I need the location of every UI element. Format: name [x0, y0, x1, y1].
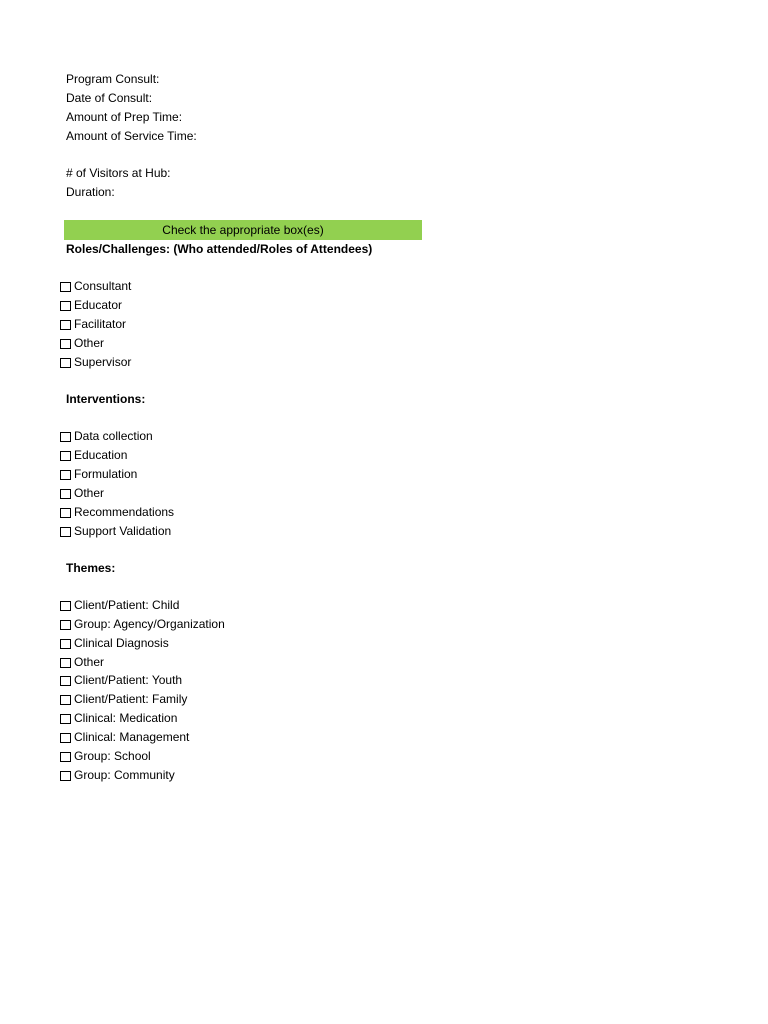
theme-client-child-label: Client/Patient: Child — [74, 598, 180, 612]
theme-client-family-label: Client/Patient: Family — [74, 692, 188, 706]
theme-other-row[interactable] — [60, 655, 104, 670]
theme-group-community-row[interactable] — [60, 768, 175, 783]
role-supervisor-row[interactable] — [60, 355, 131, 370]
theme-clinical-diagnosis-label: Clinical Diagnosis — [74, 636, 169, 650]
intervention-formulation-label: Formulation — [74, 467, 138, 481]
interventions-heading: Interventions: — [66, 392, 146, 406]
intervention-support-validation-checkbox[interactable] — [60, 527, 71, 537]
theme-clinical-medication-checkbox[interactable] — [60, 714, 71, 724]
theme-group-agency-checkbox[interactable] — [60, 620, 71, 630]
theme-clinical-diagnosis-row[interactable] — [60, 636, 169, 651]
program-consult-label: Program Consult: — [66, 72, 160, 86]
intervention-data-collection-label: Data collection — [74, 429, 153, 443]
role-consultant-label: Consultant — [74, 279, 132, 293]
intervention-formulation-row[interactable] — [60, 467, 137, 482]
theme-clinical-diagnosis-checkbox[interactable] — [60, 639, 71, 649]
role-educator-checkbox[interactable] — [60, 301, 71, 311]
theme-client-youth-row[interactable] — [60, 673, 182, 688]
role-facilitator-row[interactable] — [60, 317, 126, 332]
intervention-education-checkbox[interactable] — [60, 451, 71, 461]
intervention-recommendations-label: Recommendations — [74, 505, 175, 519]
theme-client-youth-label: Client/Patient: Youth — [74, 673, 183, 687]
theme-group-agency-row[interactable] — [60, 617, 225, 632]
role-other-label: Other — [74, 336, 105, 350]
intervention-support-validation-label: Support Validation — [74, 524, 172, 538]
theme-group-school-checkbox[interactable] — [60, 752, 71, 762]
intervention-formulation-checkbox[interactable] — [60, 470, 71, 480]
intervention-recommendations-checkbox[interactable] — [60, 508, 71, 518]
intervention-other-checkbox[interactable] — [60, 489, 71, 499]
intervention-data-collection-checkbox[interactable] — [60, 432, 71, 442]
theme-client-youth-checkbox[interactable] — [60, 676, 71, 686]
intervention-data-collection-row[interactable] — [60, 429, 153, 444]
theme-clinical-management-checkbox[interactable] — [60, 733, 71, 743]
prep-time-label: Amount of Prep Time: — [66, 110, 183, 124]
role-other-checkbox[interactable] — [60, 339, 71, 349]
role-facilitator-checkbox[interactable] — [60, 320, 71, 330]
role-other-row[interactable] — [60, 336, 104, 351]
theme-clinical-medication-label: Clinical: Medication — [74, 711, 178, 725]
intervention-recommendations-row[interactable] — [60, 505, 174, 520]
theme-clinical-management-label: Clinical: Management — [74, 730, 190, 744]
theme-client-child-row[interactable] — [60, 598, 179, 613]
themes-heading: Themes: — [66, 561, 116, 575]
role-educator-row[interactable] — [60, 298, 122, 313]
date-of-consult-label: Date of Consult: — [66, 91, 153, 105]
theme-group-community-label: Group: Community — [74, 768, 175, 782]
role-facilitator-label: Facilitator — [74, 317, 127, 331]
role-supervisor-label: Supervisor — [74, 355, 132, 369]
role-supervisor-checkbox[interactable] — [60, 358, 71, 368]
theme-other-label: Other — [74, 655, 105, 669]
theme-client-child-checkbox[interactable] — [60, 601, 71, 611]
visitors-label: # of Visitors at Hub: — [66, 166, 171, 180]
theme-group-community-checkbox[interactable] — [60, 771, 71, 781]
roles-heading: Roles/Challenges: (Who attended/Roles of Attendees) — [66, 242, 373, 256]
intervention-other-label: Other — [74, 486, 105, 500]
theme-group-school-label: Group: School — [74, 749, 151, 763]
theme-group-agency-label: Group: Agency/Organization — [74, 617, 225, 631]
role-consultant-checkbox[interactable] — [60, 282, 71, 292]
theme-group-school-row[interactable] — [60, 749, 151, 764]
role-educator-label: Educator — [74, 298, 123, 312]
theme-clinical-management-row[interactable] — [60, 730, 189, 745]
theme-client-family-checkbox[interactable] — [60, 695, 71, 705]
intervention-education-label: Education — [74, 448, 128, 462]
intervention-support-validation-row[interactable] — [60, 524, 171, 539]
theme-client-family-row[interactable] — [60, 692, 187, 707]
theme-clinical-medication-row[interactable] — [60, 711, 177, 726]
service-time-label: Amount of Service Time: — [66, 129, 197, 143]
intervention-other-row[interactable] — [60, 486, 104, 501]
check-boxes-banner: Check the appropriate box(es) — [64, 220, 422, 240]
intervention-education-row[interactable] — [60, 448, 127, 463]
role-consultant-row[interactable] — [60, 279, 131, 294]
duration-label: Duration: — [66, 185, 115, 199]
theme-other-checkbox[interactable] — [60, 658, 71, 668]
